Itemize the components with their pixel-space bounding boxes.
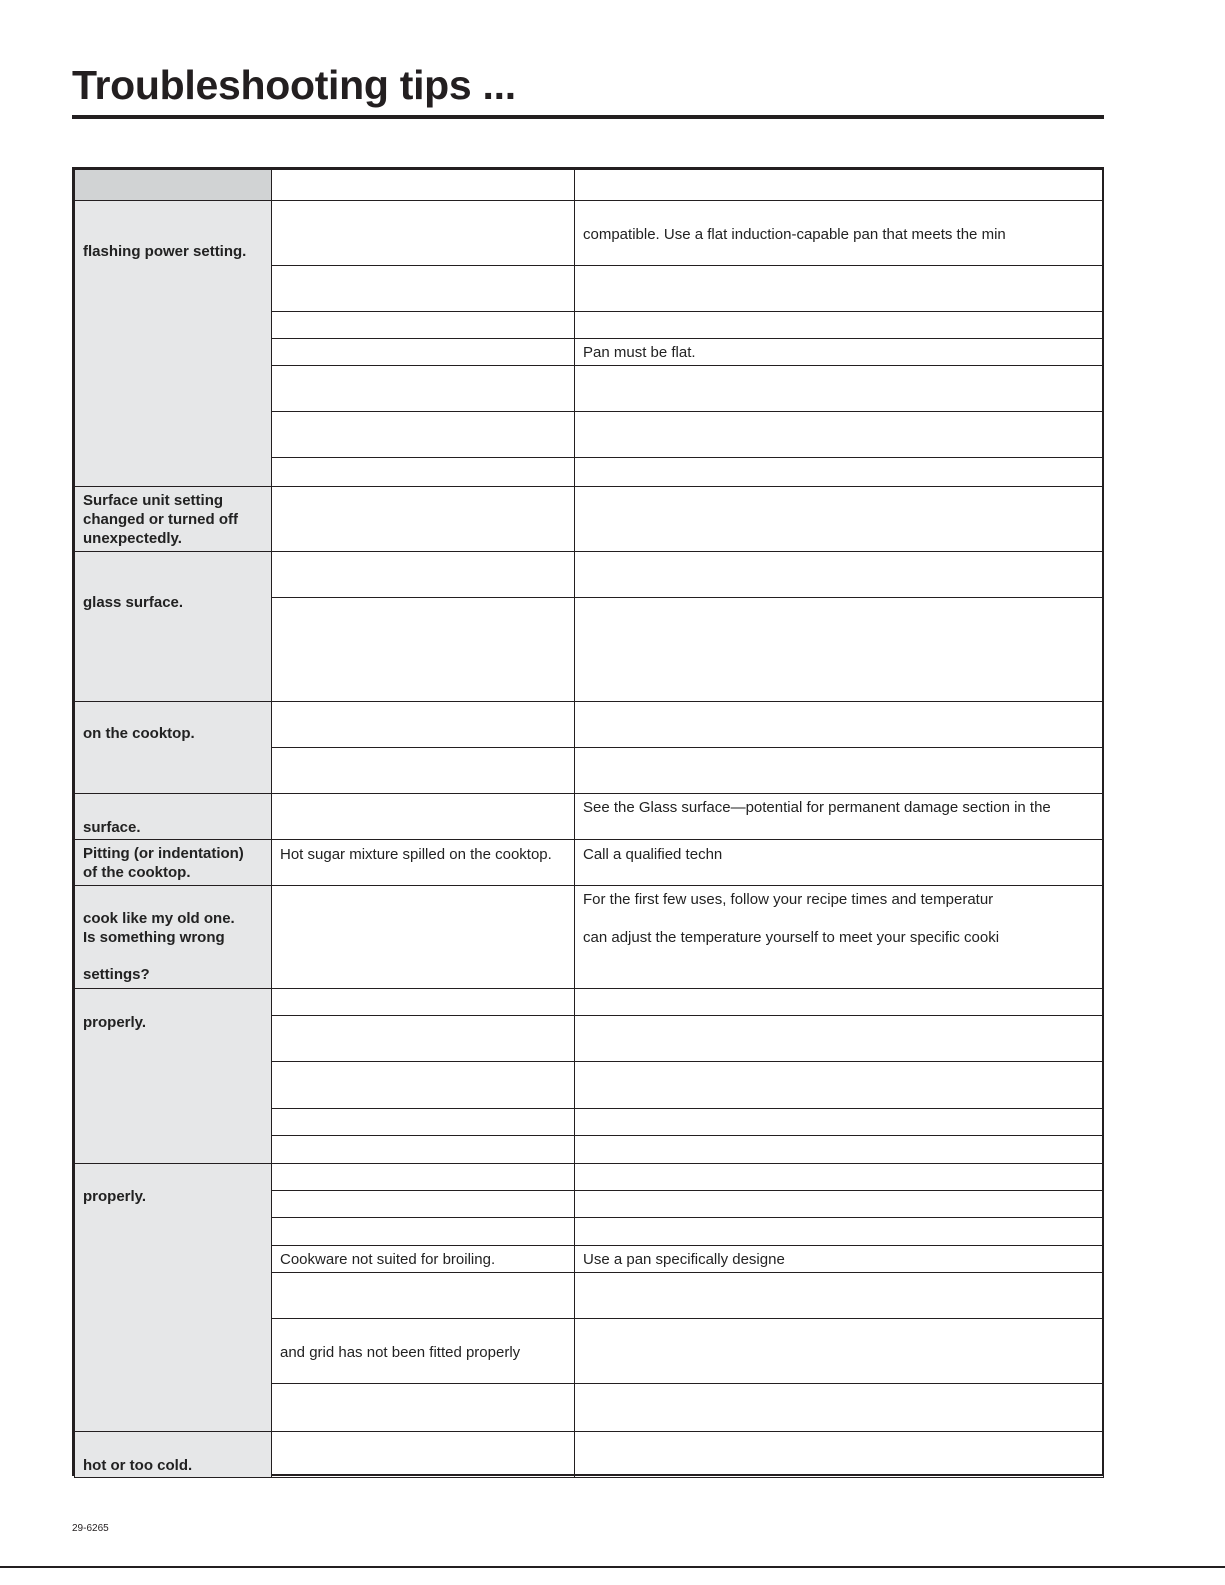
problem-text: unexpectedly. [83,530,182,547]
troubleshooting-table [72,167,1104,1476]
solution-cell [574,1245,1104,1273]
solution-text: Pan must be flat. [583,344,696,361]
cause-cell [271,1108,575,1136]
cause-text: Cookware not suited for broiling. [280,1251,496,1268]
cause-cell [271,885,575,989]
solution-text: can adjust the temperature yourself to meet your specific cooki [583,929,1000,946]
solution-cell [574,1272,1104,1319]
solution-cell [574,551,1104,598]
header-cell-problem [74,169,272,201]
cause-cell [271,1217,575,1246]
problem-text: settings? [83,966,150,983]
solution-cell [574,411,1104,458]
cause-cell [271,1383,575,1432]
problem-text: on the cooktop. [83,725,195,742]
problem-cell [74,793,272,840]
cause-cell [271,1015,575,1062]
cause-cell [271,365,575,412]
cause-cell [271,988,575,1016]
title-rule [72,115,1104,119]
problem-text: Pitting (or indentation) [83,845,244,862]
solution-cell [574,701,1104,748]
cause-cell [271,1245,575,1273]
problem-cell [74,200,272,487]
cause-cell [271,1135,575,1164]
solution-text: Use a pan specifically designe [583,1251,785,1268]
solution-cell [574,311,1104,339]
cause-cell [271,486,575,552]
cause-cell [271,551,575,598]
problem-text: properly. [83,1014,147,1031]
footer-code: 29-6265 [72,1523,109,1534]
bottom-rule [0,1566,1225,1568]
page-title: Troubleshooting tips ... [72,62,516,108]
solution-cell [574,1217,1104,1246]
problem-text: of the cooktop. [83,864,191,881]
problem-cell [74,988,272,1164]
cause-cell [271,597,575,702]
solution-cell [574,365,1104,412]
cause-cell [271,1272,575,1319]
cause-cell [271,200,575,266]
cause-cell [271,1061,575,1109]
solution-text: For the first few uses, follow your recipe times and temperatur [583,891,994,908]
problem-cell [74,1163,272,1432]
problem-cell [74,701,272,794]
solution-cell [574,597,1104,702]
solution-cell [574,200,1104,266]
problem-cell [74,486,272,552]
cause-text: and grid has not been fitted properly [280,1344,521,1361]
cause-cell [271,1431,575,1478]
solution-cell [574,486,1104,552]
solution-cell [574,338,1104,366]
solution-cell [574,1383,1104,1432]
cause-cell [271,411,575,458]
cause-cell [271,457,575,487]
problem-cell [74,1431,272,1478]
solution-cell [574,1135,1104,1164]
problem-text: Surface unit setting [83,492,224,509]
solution-cell [574,1190,1104,1218]
cause-cell [271,265,575,312]
problem-text: surface. [83,819,141,836]
problem-cell [74,551,272,702]
problem-text: flashing power setting. [83,243,247,260]
cause-cell [271,1163,575,1191]
solution-text: Call a qualified techn [583,846,723,863]
solution-cell [574,457,1104,487]
solution-text: compatible. Use a flat induction-capable pan that meets the min [583,226,1006,243]
cause-cell [271,311,575,339]
solution-cell [574,1108,1104,1136]
cause-text: Hot sugar mixture spilled on the cooktop. [280,846,552,863]
solution-cell [574,885,1104,989]
solution-text: See the Glass surface—potential for permanent damage section in the [583,799,1051,816]
solution-cell [574,988,1104,1016]
cause-cell [271,839,575,886]
solution-cell [574,1163,1104,1191]
cause-cell [271,1318,575,1384]
solution-cell [574,1061,1104,1109]
cause-cell [271,1190,575,1218]
solution-cell [574,1431,1104,1478]
solution-cell [574,265,1104,312]
problem-cell [74,839,272,886]
header-cell-cause [271,169,575,201]
solution-cell [574,1015,1104,1062]
solution-cell [574,1318,1104,1384]
cause-cell [271,338,575,366]
cause-cell [271,701,575,748]
problem-text: hot or too cold. [83,1457,193,1474]
solution-cell [574,839,1104,886]
solution-cell [574,793,1104,840]
problem-text: changed or turned off [83,511,238,528]
header-cell-solution [574,169,1104,201]
problem-text: glass surface. [83,594,184,611]
problem-text: properly. [83,1188,147,1205]
cause-cell [271,793,575,840]
problem-text: cook like my old one. [83,910,235,927]
problem-cell [74,885,272,989]
problem-text: Is something wrong [83,929,225,946]
cause-cell [271,747,575,794]
solution-cell [574,747,1104,794]
